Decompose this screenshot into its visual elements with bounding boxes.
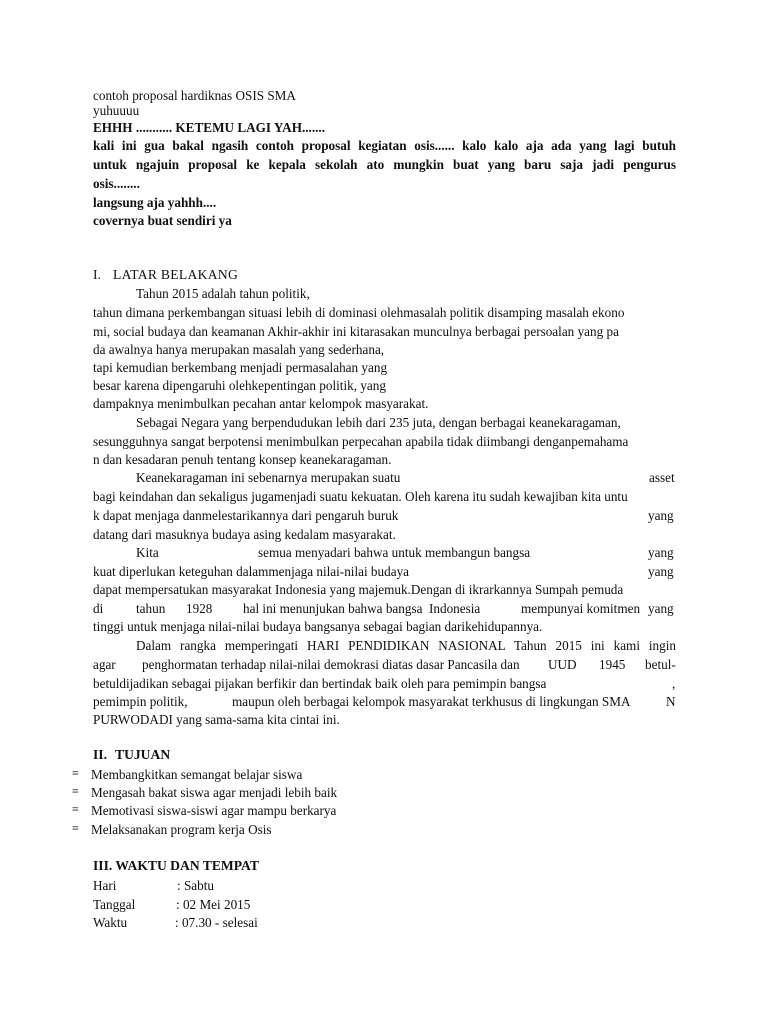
intro-bold-line: untuk ngajuin proposal ke kepala sekolah ato mungkin buat yang baru saja jadi pengurus xyxy=(93,157,676,172)
paragraph-word: di xyxy=(93,601,104,616)
paragraph-line: Sebagai Negara yang berpendudukan lebih dari 235 juta, dengan berbagai keanekaragaman, xyxy=(136,415,621,430)
paragraph-word: Indonesia xyxy=(429,601,481,616)
intro-title: contoh proposal hardiknas OSIS SMA xyxy=(93,88,296,103)
paragraph-word: UUD xyxy=(548,657,577,672)
list-item: Melaksanakan program kerja Osis xyxy=(91,822,272,837)
field-label: Hari xyxy=(93,878,117,893)
paragraph-word: asset xyxy=(649,470,675,485)
paragraph-line: dampaknya menimbulkan pecahan antar kelompok masyarakat. xyxy=(93,396,429,411)
field-label: Waktu xyxy=(93,915,128,930)
field-label: Tanggal xyxy=(93,897,136,912)
paragraph-line: mi, social budaya dan keamanan Akhir-akhir ini kitarasakan munculnya berbagai persoalan yang pa xyxy=(93,324,619,339)
paragraph-line: betuldijadikan sebagai pijakan berfikir dan bertindak baik oleh para pemimpin bangsa xyxy=(93,676,547,691)
section-1-heading: LATAR BELAKANG xyxy=(113,267,239,282)
field-value: : Sabtu xyxy=(177,878,214,893)
list-item: Membangkitkan semangat belajar siswa xyxy=(91,767,303,782)
intro-bold-line: osis........ xyxy=(93,176,140,191)
paragraph-line: dapat mempersatukan masyarakat Indonesia yang majemuk.Dengan di ikrarkannya Sumpah pemuda xyxy=(93,582,624,597)
section-2-number: II. xyxy=(93,747,107,762)
paragraph-word: Kita xyxy=(136,545,159,560)
section-1-number: I. xyxy=(93,267,101,282)
paragraph-line: da awalnya hanya merupakan masalah yang sederhana, xyxy=(93,342,385,357)
paragraph-word: pemimpin politik, xyxy=(93,694,188,709)
paragraph-line: datang dari masuknya budaya asing kedalam masyarakat. xyxy=(93,527,396,542)
paragraph-word: yang xyxy=(648,508,674,523)
intro-bold-line: kali ini gua bakal ngasih contoh proposal kegiatan osis...... kalo kalo aja ada yang lagi butuh xyxy=(93,138,676,153)
field-value: : 02 Mei 2015 xyxy=(176,897,251,912)
paragraph-line: tapi kemudian berkembang menjadi permasalahan yang xyxy=(93,360,388,375)
intro-bold-line: covernya buat sendiri ya xyxy=(93,213,232,228)
paragraph-word: maupun oleh berbagai kelompok masyarakat terkhusus di lingkungan SMA xyxy=(232,694,631,709)
paragraph-line: sesungguhnya sangat berpotensi menimbulkan perpecahan apabila tidak diimbangi denganpemahama xyxy=(93,434,629,449)
list-item: Mengasah bakat siswa agar menjadi lebih baik xyxy=(91,785,338,800)
paragraph-word: penghormatan terhadap nilai-nilai demokrasi diatas dasar Pancasila dan xyxy=(142,657,520,672)
paragraph-line: tahun dimana perkembangan situasi lebih di dominasi olehmasalah politik disamping masalah ekono xyxy=(93,305,625,320)
paragraph-line: tinggi untuk menjaga nilai-nilai budaya bangsanya sebagai bagian darikehidupannya. xyxy=(93,619,543,634)
field-value: : 07.30 - selesai xyxy=(175,915,258,930)
paragraph-word: hal ini menunjukan bahwa bangsa xyxy=(243,601,423,616)
paragraph-word: N xyxy=(666,694,676,709)
section-2-heading: TUJUAN xyxy=(115,747,171,762)
paragraph-word: yang xyxy=(648,601,674,616)
bullet-icon: ≡ xyxy=(72,802,79,816)
section-3-heading: III. WAKTU DAN TEMPAT xyxy=(93,858,259,873)
paragraph-line: k dapat menjaga danmelestarikannya dari pengaruh buruk xyxy=(93,508,399,523)
paragraph-word: 1928 xyxy=(186,601,213,616)
paragraph-word: agar xyxy=(93,657,116,672)
paragraph-word: 1945 xyxy=(599,657,626,672)
paragraph-word: tahun xyxy=(136,601,166,616)
paragraph-line: Tahun 2015 adalah tahun politik, xyxy=(136,286,310,301)
bullet-icon: ≡ xyxy=(72,821,79,835)
paragraph-line: besar karena dipengaruhi olehkepentingan politik, yang xyxy=(93,378,386,393)
paragraph-word: , xyxy=(672,676,676,691)
paragraph-word: yang xyxy=(648,564,674,579)
paragraph-line: bagi keindahan dan sekaligus jugamenjadi suatu kekuatan. Oleh karena itu sudah kewajiban kita untu xyxy=(93,489,628,504)
paragraph-line: Dalam rangka memperingati HARI PENDIDIKAN NASIONAL Tahun 2015 ini kami ingin xyxy=(136,638,676,653)
paragraph-word: betul- xyxy=(645,657,676,672)
paragraph-line: PURWODADI yang sama-sama kita cintai ini. xyxy=(93,712,340,727)
intro-bold-line: EHHH ........... KETEMU LAGI YAH....... xyxy=(93,120,326,135)
list-item: Memotivasi siswa-siswi agar mampu berkarya xyxy=(91,803,337,818)
paragraph-word: yang xyxy=(648,545,674,560)
paragraph-line: kuat diperlukan keteguhan dalammenjaga nilai-nilai budaya xyxy=(93,564,410,579)
paragraph-line: Keanekaragaman ini sebenarnya merupakan suatu xyxy=(136,470,401,485)
paragraph-word: semua menyadari bahwa untuk membangun bangsa xyxy=(258,545,531,560)
intro-bold-line: langsung aja yahhh.... xyxy=(93,195,217,210)
paragraph-line: n dan kesadaran penuh tentang konsep keanekaragaman. xyxy=(93,452,392,467)
bullet-icon: ≡ xyxy=(72,784,79,798)
intro-greeting: yuhuuuu xyxy=(93,103,140,118)
bullet-icon: ≡ xyxy=(72,766,79,780)
paragraph-word: mempunyai komitmen xyxy=(521,601,641,616)
